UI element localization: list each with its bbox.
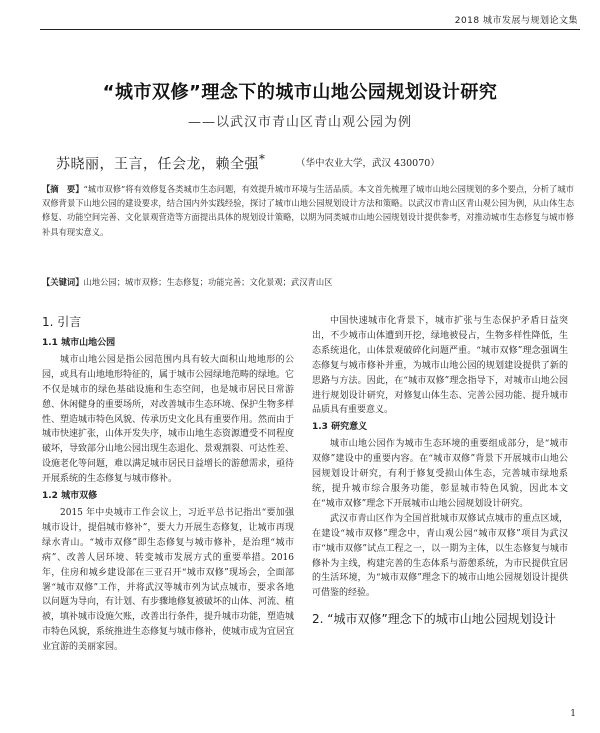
keywords-text: 山地公园；城市双修；生态修复；功能完善；文化景观；武汉青山区 [83, 277, 333, 287]
paragraph: 中国快速城市化背景下，城市扩张与生态保护矛盾日益突出，不少城市山体遭到开挖，绿地被侵占，生物多样性降低，生态系统退化，山体景观破碎化问题严重。“城市双修”理念强调生态修复与城市修补并重，为城市山地公园的规划建设提供了新的思路与方法。因此，在“城市双修”理念指导下，对城市山地公园进行规划设计研究，对修复山体生态、完善公园功能、提升城市品质具有重要意义。 [312, 316, 568, 416]
abstract-text: “城市双修”将有效修复各类城市生态问题，有效提升城市环境与生活品质。本文首先梳理了城市山地公园规划的多个要点，分析了城市双修背景下山地公园的建设要求，结合国内外实践经验，探讨了城市山地公园规划设计方法和策略。以武汉市青山区青山观公园为例，从山体生态修复、功能空间完善、文化景观营造等方面提出具体的规划设计策略，以期为同类城市山地公园规划设计提供参考，对推动城市生态修复与城市修补具有现实意义。 [42, 184, 574, 237]
subsection-1-1-heading: 1.1 城市山地公园 [42, 338, 116, 348]
header-rule [40, 29, 580, 30]
keywords [42, 276, 574, 288]
abstract [42, 182, 574, 239]
subsection-1-2-heading: 1.2 城市双修 [42, 491, 98, 502]
subsection-1-3-heading: 1.3 研究意义 [312, 422, 368, 433]
paragraph: 城市山地公园作为城市生态环境的重要组成部分，是“城市双修”建设中的重要内容。在“城市双修”背景下开展城市山地公园规划设计研究，有利于修复受损山体生态，完善城市绿地系统，提升城市综合服务功能，彰显城市特色风貌，因此本文在“城市双修”理念下开展城市山地公园规划设计研究。 [312, 439, 568, 509]
paper-subtitle: ——以武汉市青山区青山观公园为例 [187, 115, 412, 130]
journal-header: 2018 城市发展与规划论文集 [454, 16, 578, 26]
paragraph: 武汉市青山区作为全国首批城市双修试点城市的重点区域，在建设“城市双修”理念中，青山观公园“城市双修”项目为武汉市“城市双修”试点工程之一，以一期为主体，以生态修复与城市修补为主线，构建完善的生态体系与游憩系统，为市民提供宜居的生活环境，为“城市双修”理念下的城市山地公园规划设计提供可借鉴的经验。 [312, 513, 568, 599]
page-number: 1 [570, 709, 576, 719]
authors [56, 152, 265, 174]
section-1-heading: 1. 引言 [42, 315, 82, 329]
keywords-label: 【关键词】 [42, 277, 84, 287]
paragraph: 城市山地公园是指公园范围内具有较大面积山地地形的公园，或具有山地地形特征的，属于城市公园绿地范畴的绿地。它不仅是城市的绿色基础设施和生态空间，也是城市居民日常游憩、休闲健身的重要场所，对改善城市生态环境、保护生物多样性、塑造城市特色风貌、传承历史文化具有重要作用。然而由于城市快速扩张，山体开发失序，城市山地生态资源遭受不同程度破坏，导致部分山地公园出现生态退化、景观割裂、可达性差、设施老化等问题，难以满足城市居民日益增长的游憩需求，亟待开展系统的生态修复与城市修补。 [42, 354, 295, 485]
paragraph: 2015 年中央城市工作会议上，习近平总书记指出“要加强城市设计，提倡城市修补”，要大力开展生态修复，让城市再现绿水青山。“城市双修”即生态修复与城市修补，是治理“城市病”、改善人居环境、转变城市发展方式的重要举措。2016 年，住房和城乡建设部在三亚召开“城市双修”现场会，全面部署“城市双修”工作，并将武汉等城市列为试点城市，要求各地以问题为导向，有计划、有步骤地修复被破坏的山体、河流、植被，填补城市设施欠账，改善出行条件，提升城市功能，塑造城市特色风貌，系统推进生态修复与城市修补，使城市成为宜居宜业宜游的美丽家园。 [42, 507, 295, 653]
affiliation: （华中农业大学，武汉 430070） [296, 158, 440, 169]
left-column [42, 314, 294, 655]
author-list: 苏晓丽，王言，任会龙，赖全强 [56, 156, 259, 173]
corresponding-mark: * [259, 152, 266, 166]
right-column [312, 314, 568, 633]
paper-title: “城市双修”理念下的城市山地公园规划设计研究 [102, 82, 498, 103]
abstract-label: 【摘 要】 [42, 184, 84, 194]
section-2-heading: 2. “城市双修”理念下的城市山地公园规划设计 [312, 612, 556, 627]
